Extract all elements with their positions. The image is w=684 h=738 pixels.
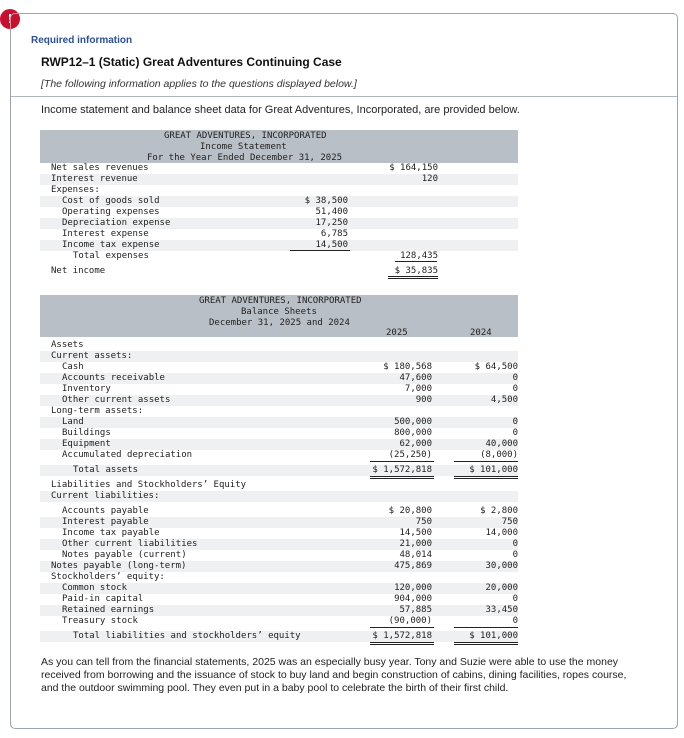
income-row [40, 240, 518, 251]
balance-value-2025: 48,014 [399, 550, 432, 560]
income-row-label: Net sales revenues [51, 163, 149, 173]
balance-row [40, 465, 518, 476]
balance-row-label: Income tax payable [62, 528, 160, 538]
balance-sheet-body [40, 337, 518, 648]
total-liabilities-double-rule-2024 [454, 644, 518, 645]
income-row [40, 251, 518, 262]
balance-row-label: Current assets: [51, 351, 133, 361]
income-row [40, 218, 518, 229]
income-row-inner-value: 17,250 [315, 218, 348, 228]
alert-icon: ! [0, 9, 20, 29]
balance-value-2025: 750 [415, 517, 432, 527]
balance-row [40, 561, 518, 572]
total-liabilities-rule-2024 [454, 642, 518, 643]
balance-row [40, 550, 518, 561]
balance-row-label: Accounts receivable [62, 373, 165, 383]
balance-row-label: Stockholders’ equity: [51, 572, 165, 582]
balance-row [40, 517, 518, 528]
balance-value-2025: 7,000 [404, 384, 432, 394]
income-row-label: Interest revenue [51, 174, 138, 184]
balance-value-2024: 30,000 [485, 561, 518, 571]
income-row-label: Income tax expense [62, 240, 160, 250]
balance-value-2025: $ 1,572,818 [372, 465, 432, 475]
balance-value-2025: 800,000 [394, 428, 432, 438]
balance-row-label: Assets [51, 340, 84, 350]
income-row [40, 174, 518, 185]
balance-row [40, 450, 518, 461]
balance-value-2024: 0 [512, 550, 518, 560]
balance-value-2025: (90,000) [388, 616, 432, 626]
intro-text: Income statement and balance sheet data for Great Adventures, Incorporated, are provided below. [41, 104, 520, 116]
balance-value-2024: 0 [512, 373, 518, 383]
balance-value-2024: 0 [512, 384, 518, 394]
balance-row-label: Land [62, 417, 84, 427]
balance-row [40, 583, 518, 594]
balance-row-label: Total assets [73, 465, 139, 475]
income-row-label: Expenses: [51, 185, 100, 195]
total-assets-double-rule-2024 [454, 478, 518, 479]
balance-row-label: Accounts payable [62, 506, 149, 516]
balance-value-2024: 4,500 [490, 395, 518, 405]
balance-row [40, 362, 518, 373]
balance-value-2024: $ 101,000 [469, 631, 518, 641]
balance-value-2025: $ 180,568 [383, 362, 432, 372]
net-income-double-rule [388, 278, 438, 279]
balance-row-label: Retained earnings [62, 605, 155, 615]
balance-value-2024: 33,450 [485, 605, 518, 615]
balance-row [40, 384, 518, 395]
assets-subtotal-rule-2025 [370, 461, 434, 462]
required-information-label: Required information [31, 35, 133, 46]
balance-row [40, 572, 518, 583]
balance-value-2025: 120,000 [394, 583, 432, 593]
balance-row-label: Inventory [62, 384, 111, 394]
balance-value-2024: 0 [512, 616, 518, 626]
balance-value-2024: 20,000 [485, 583, 518, 593]
balance-row [40, 594, 518, 605]
balance-value-2024: $ 2,800 [480, 506, 518, 516]
balance-value-2024: 14,000 [485, 528, 518, 538]
balance-value-2024: $ 101,000 [469, 465, 518, 475]
balance-company: GREAT ADVENTURES, INCORPORATED [199, 296, 362, 306]
balance-row [40, 631, 518, 642]
assets-subtotal-rule-2024 [454, 461, 518, 462]
divider [11, 96, 677, 97]
balance-value-2025: 47,600 [399, 373, 432, 383]
balance-value-2024: (8,000) [480, 450, 518, 460]
income-row-outer-value: 120 [421, 174, 438, 184]
income-row [40, 163, 518, 174]
balance-row [40, 351, 518, 362]
income-row-label: Depreciation expense [62, 218, 171, 228]
balance-row [40, 480, 518, 491]
balance-row-label: Buildings [62, 428, 111, 438]
income-period: For the Year Ended December 31, 2025 [147, 153, 343, 163]
balance-row-label: Notes payable (long-term) [51, 561, 187, 571]
total-liabilities-double-rule-2025 [370, 644, 434, 645]
balance-row-label: Notes payable (current) [62, 550, 187, 560]
balance-value-2025: 57,885 [399, 605, 432, 615]
total-assets-rule-2025 [370, 476, 434, 477]
balance-value-2025: $ 1,572,818 [372, 631, 432, 641]
income-statement [40, 130, 518, 282]
balance-row-label: Treasury stock [62, 616, 138, 626]
balance-value-2025: 904,000 [394, 594, 432, 604]
balance-row [40, 340, 518, 351]
balance-value-2025: 900 [415, 395, 432, 405]
income-row [40, 266, 518, 277]
income-row [40, 207, 518, 218]
balance-row [40, 605, 518, 616]
equity-subtotal-rule-2024 [454, 627, 518, 628]
balance-row-label: Total liabilities and stockholders’ equity [73, 631, 301, 641]
balance-title: Balance Sheets [241, 307, 317, 317]
income-row [40, 229, 518, 240]
balance-row-label: Current liabilities: [51, 491, 160, 501]
balance-value-2024: 40,000 [485, 439, 518, 449]
income-row-inner-value: $ 38,500 [304, 196, 348, 206]
income-row-label: Cost of goods sold [62, 196, 160, 206]
balance-period: December 31, 2025 and 2024 [209, 318, 350, 328]
income-row [40, 185, 518, 196]
income-row-inner-value: 6,785 [320, 229, 348, 239]
column-2025-header: 2025 [386, 328, 408, 338]
total-assets-rule-2024 [454, 476, 518, 477]
income-statement-body [40, 163, 518, 276]
income-title: Income Statement [200, 142, 287, 152]
balance-row [40, 528, 518, 539]
closing-paragraph: As you can tell from the financial statements, 2025 was an especially busy year. Tony and Suzie were able to use the money received from borrowing and the issuance of stock to buy land and begin construction of cabins, dining facilities, ropes course, and the outdoor swimming pool. They even put in a baby pool to celebrate the birth of their first child. [41, 656, 627, 694]
subtotal-rule [290, 250, 350, 251]
balance-value-2025: 21,000 [399, 539, 432, 549]
balance-sheet-header [40, 295, 518, 337]
case-title: RWP12–1 (Static) Great Adventures Continuing Case [41, 55, 342, 69]
income-row-inner-value: 51,400 [315, 207, 348, 217]
balance-row [40, 406, 518, 417]
balance-value-2025: (25,250) [388, 450, 432, 460]
balance-value-2025: 14,500 [399, 528, 432, 538]
balance-sheet [40, 295, 518, 641]
net-income-rule [388, 276, 438, 277]
total-assets-double-rule-2025 [370, 478, 434, 479]
balance-value-2024: 750 [501, 517, 518, 527]
balance-value-2024: 0 [512, 539, 518, 549]
income-company: GREAT ADVENTURES, INCORPORATED [164, 131, 327, 141]
income-row [40, 196, 518, 207]
total-liabilities-rule-2025 [370, 642, 434, 643]
balance-row-label: Interest payable [62, 517, 149, 527]
balance-value-2025: 500,000 [394, 417, 432, 427]
column-2024-header: 2024 [470, 328, 492, 338]
balance-value-2024: 0 [512, 594, 518, 604]
balance-row [40, 616, 518, 627]
balance-value-2025: $ 20,800 [388, 506, 432, 516]
balance-row [40, 506, 518, 517]
balance-row-label: Paid-in capital [62, 594, 144, 604]
balance-value-2025: 62,000 [399, 439, 432, 449]
balance-row-label: Equipment [62, 439, 111, 449]
income-row-inner-value: 14,500 [315, 240, 348, 250]
instruction-note: [The following information applies to the questions displayed below.] [41, 78, 357, 90]
balance-row [40, 417, 518, 428]
income-row-label: Net income [51, 266, 106, 276]
balance-row [40, 439, 518, 450]
income-row-outer-value: $ 164,150 [389, 163, 438, 173]
balance-row [40, 373, 518, 384]
balance-row [40, 395, 518, 406]
balance-row-label: Accumulated depreciation [62, 450, 193, 460]
balance-row [40, 428, 518, 439]
balance-row-label: Other current assets [62, 395, 171, 405]
income-statement-header [40, 130, 518, 163]
balance-row-label: Cash [62, 362, 84, 372]
balance-row-label: Common stock [62, 583, 128, 593]
income-row-label: Operating expenses [62, 207, 160, 217]
income-row-outer-value: $ 35,835 [394, 266, 438, 276]
income-row-outer-value: 128,435 [400, 251, 438, 261]
balance-row-label: Liabilities and Stockholders’ Equity [51, 480, 247, 490]
balance-value-2024: 0 [512, 417, 518, 427]
balance-row-label: Long-term assets: [51, 406, 144, 416]
balance-value-2024: $ 64,500 [474, 362, 518, 372]
equity-subtotal-rule-2025 [370, 627, 434, 628]
total-rule [395, 261, 437, 262]
balance-row-label: Other current liabilities [62, 539, 198, 549]
balance-row [40, 539, 518, 550]
balance-value-2025: 475,869 [394, 561, 432, 571]
income-row-label: Interest expense [62, 229, 149, 239]
income-row-label: Total expenses [73, 251, 149, 261]
balance-row [40, 491, 518, 502]
balance-value-2024: 0 [512, 428, 518, 438]
